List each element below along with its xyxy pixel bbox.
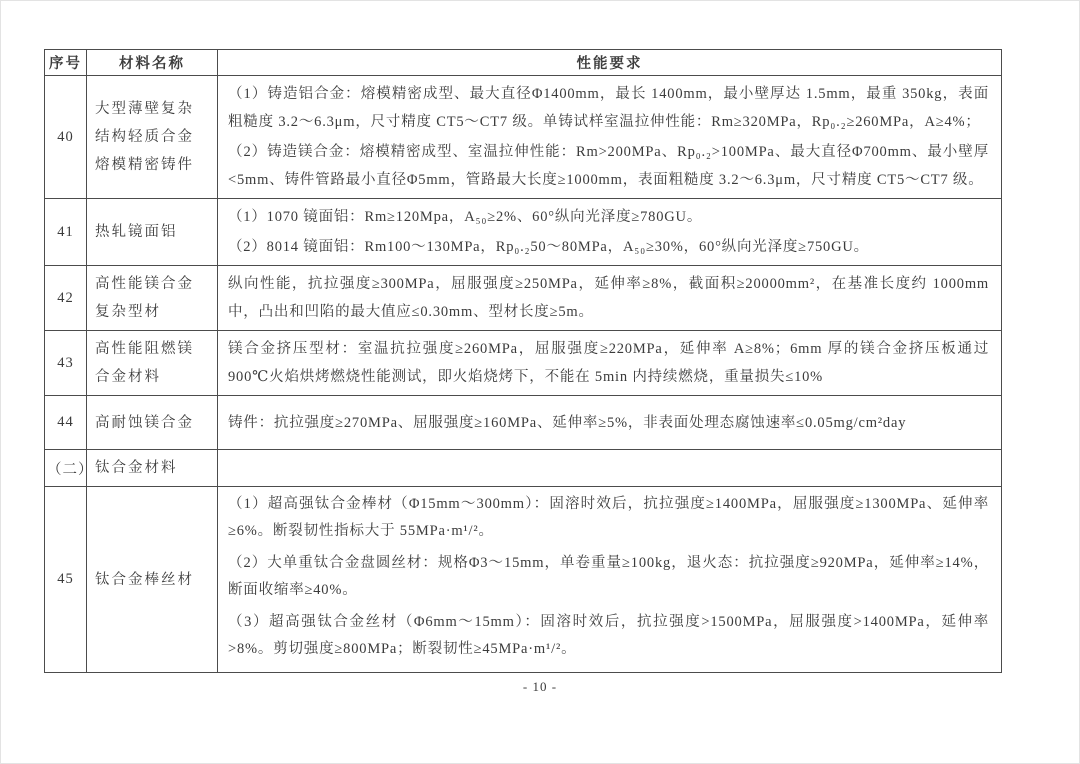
requirements-cell	[218, 487, 1002, 673]
material-name-cell: 热轧镜面铝	[87, 199, 218, 266]
header-performance-requirements: 性能要求	[218, 50, 1002, 76]
material-name-cell: 高性能阻燃镁合金材料	[87, 331, 218, 396]
table-row-44	[45, 396, 1002, 450]
material-name-cell: 高耐蚀镁合金	[87, 396, 218, 450]
table-row-41	[45, 199, 1002, 266]
material-name-cell: 高性能镁合金复杂型材	[87, 266, 218, 331]
requirement-paragraph: （1）铸造铝合金：熔模精密成型、最大直径Φ1400mm，最长 1400mm，最小壁厚达 1.5mm，最重 350kg，表面粗糙度 3.2～6.3μm，尺寸精度 CT5～CT7 级。单铸试样室温拉伸性能：Rm≥320MPa，Rp₀.₂≥260MPa，A≥4%；	[228, 86, 989, 130]
table-row-43	[45, 331, 1002, 396]
header-material-name: 材料名称	[87, 50, 218, 76]
table-section-row	[45, 450, 1002, 487]
serial-cell: 44	[45, 396, 87, 450]
table-header-row	[45, 50, 1002, 76]
material-name-cell: 钛合金材料	[87, 450, 218, 487]
table-row-45	[45, 487, 1002, 673]
table-row-42	[45, 266, 1002, 331]
requirement-paragraph: （1）超高强钛合金棒材（Φ15mm～300mm）：固溶时效后，抗拉强度≥1400MPa，屈服强度≥1300MPa、延伸率≥6%。断裂韧性指标大于 55MPa·m¹/²。	[228, 496, 989, 539]
material-name-cell: 大型薄壁复杂结构轻质合金熔模精密铸件	[87, 76, 218, 199]
header-serial-number: 序号	[45, 50, 87, 76]
requirement-paragraph: （2）铸造镁合金：熔模精密成型、室温拉伸性能：Rm>200MPa、Rp₀.₂>100MPa、最大直径Φ700mm、最小壁厚<5mm、铸件管路最小直径Φ5mm，管路最大长度≥1000mm，表面粗糙度 3.2～6.3μm，尺寸精度 CT5～CT7 级。	[228, 144, 989, 188]
serial-cell: 41	[45, 199, 87, 266]
requirement-paragraph: 铸件：抗拉强度≥270MPa、屈服强度≥160MPa、延伸率≥5%，非表面处理态腐蚀速率≤0.05mg/cm²day	[228, 414, 907, 431]
table-row-40	[45, 76, 1002, 199]
serial-cell: 43	[45, 331, 87, 396]
requirement-paragraph: （2）大单重钛合金盘圆丝材：规格Φ3～15mm，单卷重量≥100kg，退火态：抗拉强度≥920MPa，延伸率≥14%，断面收缩率≥40%。	[228, 555, 989, 598]
requirement-paragraph: 镁合金挤压型材：室温抗拉强度≥260MPa，屈服强度≥220MPa，延伸率 A≥8%；6mm 厚的镁合金挤压板通过 900℃火焰烘烤燃烧性能测试，即火焰烧烤下，不能在 5min 内持续燃烧，重量损失≤10%	[228, 341, 989, 385]
requirement-paragraph: （3）超高强钛合金丝材（Φ6mm～15mm）：固溶时效后，抗拉强度>1500MPa，屈服强度>1400MPa，延伸率>8%。剪切强度≥800MPa；断裂韧性≥45MPa·m¹/²。	[228, 614, 989, 657]
material-name-cell: 钛合金棒丝材	[87, 487, 218, 673]
materials-table	[44, 49, 1002, 673]
requirements-cell	[218, 76, 1002, 199]
requirements-cell	[218, 266, 1002, 331]
requirement-paragraph: 纵向性能，抗拉强度≥300MPa，屈服强度≥250MPa，延伸率≥8%，截面积≥20000mm²，在基准长度约 1000mm 中，凸出和凹陷的最大值应≤0.30mm、型材长度≥5m。	[228, 276, 989, 320]
requirements-cell	[218, 199, 1002, 266]
requirements-cell	[218, 331, 1002, 396]
serial-cell: （二）	[45, 450, 87, 487]
serial-cell: 45	[45, 487, 87, 673]
requirements-cell	[218, 450, 1002, 487]
page-number: - 10 -	[522, 679, 558, 694]
requirement-paragraph: （2）8014 镜面铝：Rm100～130MPa，Rp₀.₂50～80MPa，A₅₀≥30%，60°纵向光泽度≥750GU。	[228, 239, 869, 255]
requirements-cell	[218, 396, 1002, 450]
serial-cell: 40	[45, 76, 87, 199]
serial-cell: 42	[45, 266, 87, 331]
requirement-paragraph: （1）1070 镜面铝：Rm≥120Mpa，A₅₀≥2%、60°纵向光泽度≥780GU。	[228, 209, 703, 225]
